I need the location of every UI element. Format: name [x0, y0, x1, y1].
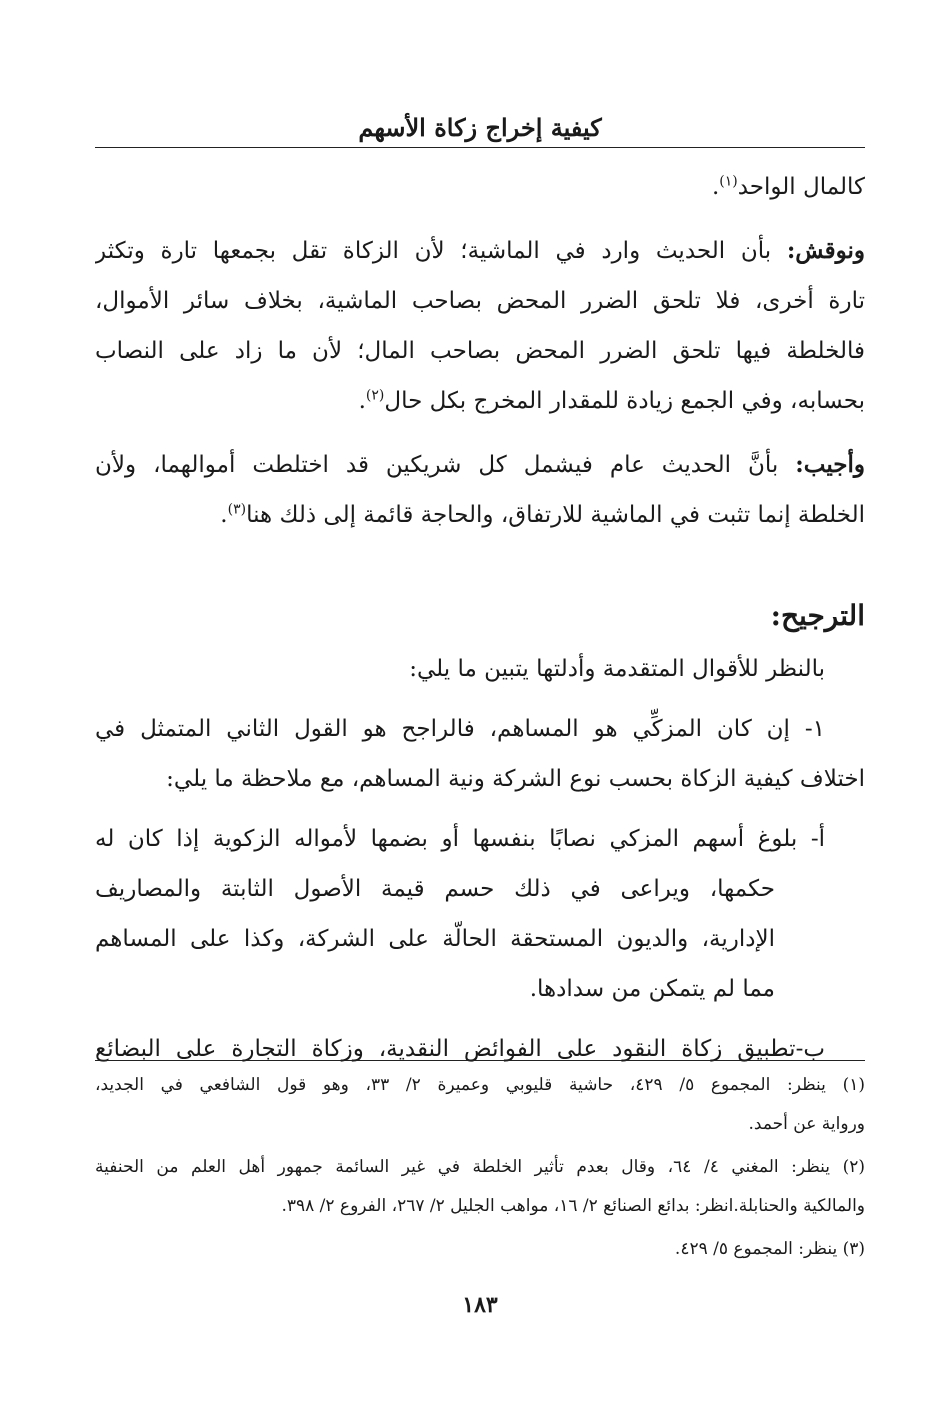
item-1-line-1: ١- إن كان المزكِّي هو المساهم، فالراجح هو القول الثاني المتمثل في [95, 716, 825, 742]
sub-item-a-line-2: حكمها، ويراعى في ذلك حسم قيمة الأصول الثابتة والمصاريف [95, 876, 775, 902]
section-heading-tarjih: الترجيح: [770, 599, 865, 632]
paragraph-3-line-2-text: الخلطة إنما تثبت في الماشية للارتفاق، والحاجة قائمة إلى ذلك هنا [246, 502, 865, 528]
paragraph-1-line-1 [95, 162, 865, 212]
sub-item-a-line-3: الإدارية، والديون المستحقة الحالّة على الشركة، وكذا على المساهم [95, 926, 775, 952]
footnote-3-line-1: (٣) ينظر: المجموع ٥/ ٤٢٩. [674, 1239, 865, 1259]
paragraph-2-line-2: تارة أخرى، فلا تلحق الضرر المحض بصاحب الماشية، بخلاف سائر الأموال، [95, 288, 865, 314]
reply-label: وأجيب: [795, 451, 865, 478]
page-number: ١٨٣ [462, 1292, 498, 1318]
footnote-1-line-1: (١) ينظر: المجموع ٥/ ٤٢٩، حاشية قليوبي وعميرة ٢/ ٣٣، وهو قول الشافعي في الجديد، [95, 1075, 865, 1095]
footnotes [95, 1066, 865, 1269]
main-text [95, 162, 865, 1074]
footnote-2-line-2: والمالكية والحنابلة.انظر: بدائع الصنائع ٢/ ١٦، مواهب الجليل ٢/ ٢٦٧، الفروع ٢/ ٣٩٨. [281, 1196, 865, 1216]
paragraph-3-line-2 [95, 490, 865, 540]
sub-item-a-line-4: مما لم يتمكن من سدادها. [529, 976, 775, 1002]
header-divider [95, 147, 865, 148]
running-header-title: كيفية إخراج زكاة الأسهم [358, 113, 602, 142]
sub-item-a-line-1: أ- بلوغ أسهم المزكي نصابًا بنفسها أو بضمها لأمواله الزكوية إذا كان له [95, 826, 825, 852]
intro-line: بالنظر للأقوال المتقدمة وأدلتها يتبين ما يلي: [409, 656, 825, 682]
footnote-ref-1: (١) [719, 173, 738, 190]
paragraph-3-end: . [220, 502, 228, 528]
paragraph-2-line-4 [95, 376, 865, 426]
footnote-1-line-2: ورواية عن أحمد. [748, 1114, 865, 1134]
footnote-ref-2: (٢) [365, 387, 385, 404]
paragraph-2-line-1-text: بأن الحديث وارد في الماشية؛ لأن الزكاة تقل بجمعها تارة وتكثر [95, 238, 772, 264]
paragraph-2-line-4-text: بحسابه، وفي الجمع زيادة للمقدار المخرج بكل حال [384, 388, 865, 414]
paragraph-1-text: كالمال الواحد [737, 174, 865, 200]
paragraph-3-line-1-text: بأنَّ الحديث عام فيشمل كل شريكين قد اختلطت أموالهما، ولأن [95, 452, 779, 478]
paragraph-1-end: . [711, 174, 720, 200]
footnote-ref-3: (٣) [227, 501, 247, 518]
paragraph-2-line-1 [95, 226, 865, 276]
paragraph-2-end: . [358, 388, 366, 414]
footnote-divider [95, 1060, 865, 1061]
objection-label: ونوقش: [786, 237, 865, 264]
item-1-line-2: اختلاف كيفية الزكاة بحسب نوع الشركة ونية المساهم، مع ملاحظة ما يلي: [166, 766, 865, 792]
sub-item-b-line-1: ب-تطبيق زكاة النقود على الفوائض النقدية، وزكاة التجارة على البضائع [95, 1036, 825, 1062]
paragraph-2-line-3: فالخلطة فيها تلحق الضرر المحض بصاحب المال؛ لأن ما زاد على النصاب [95, 338, 865, 364]
paragraph-3-line-1 [95, 440, 865, 490]
footnote-2-line-1: (٢) ينظر: المغني ٤/ ٦٤، وقال بعدم تأثير الخلطة في غير السائمة جمهور أهل العلم من الحنفية [95, 1157, 865, 1177]
